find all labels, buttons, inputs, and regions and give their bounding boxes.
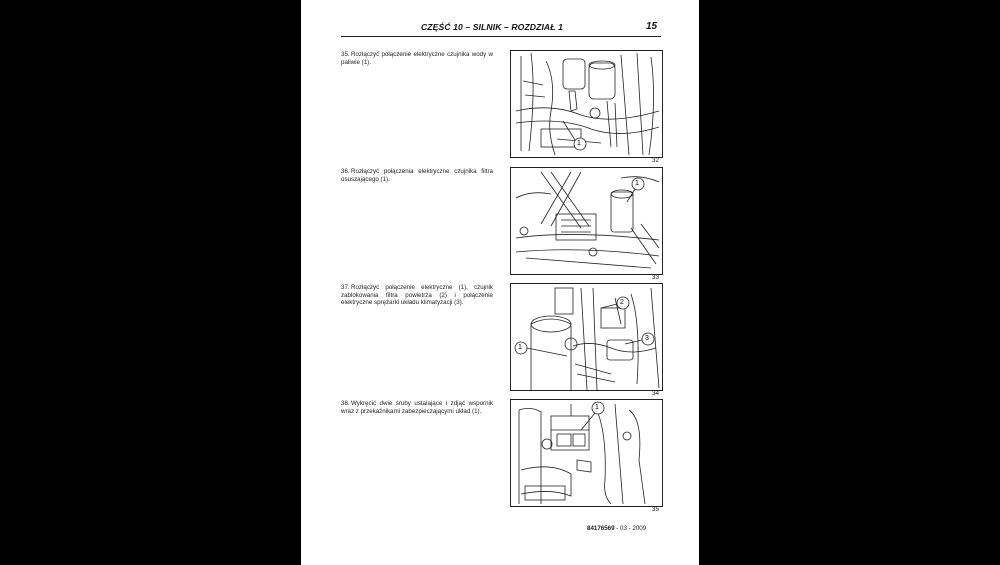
document-number: 84176569 xyxy=(587,525,615,532)
callout-2: 2 xyxy=(620,299,624,306)
step-number: 38. xyxy=(341,400,350,407)
header-rule xyxy=(341,36,661,37)
step-35 xyxy=(341,51,493,66)
figure-number: 35 xyxy=(652,506,660,513)
figure-33-engine-illustration xyxy=(510,167,663,275)
figure-32-engine-illustration xyxy=(510,50,663,158)
step-38 xyxy=(341,400,493,415)
page-header-title: CZĘŚĆ 10 – SILNIK – ROZDZIAŁ 1 xyxy=(421,22,563,32)
callout-1: 1 xyxy=(518,344,522,351)
page-number: 15 xyxy=(646,21,658,32)
figure-number: 34 xyxy=(652,390,660,397)
figure-number: 32 xyxy=(652,157,660,164)
figure-34-engine-illustration xyxy=(510,283,663,391)
step-text: Rozłączyć połączenie elektryczne czujnika wody w paliwie (1). xyxy=(341,51,493,66)
step-text: Rozłączyć połączenie elektryczne (1), czujnik zablokowania filtra powietrza (2) i połączenie elektryczne sprężarki układu klimatyzacji (3). xyxy=(341,284,493,307)
step-number: 37. xyxy=(341,284,350,291)
step-number: 36. xyxy=(341,168,350,175)
manual-page xyxy=(301,0,699,565)
step-text: Rozłączyć połączenia elektryczne czujnika filtra osuszającego (1). xyxy=(341,168,493,183)
step-number: 35. xyxy=(341,51,350,58)
callout-1: 1 xyxy=(595,404,599,411)
figure-35-engine-illustration xyxy=(510,399,663,507)
callout-1: 1 xyxy=(635,180,639,187)
step-37 xyxy=(341,284,493,307)
callout-1: 1 xyxy=(577,140,581,147)
page-footer xyxy=(587,525,646,532)
step-text: Wykręcić dwie śruby ustalające i zdjąć wspornik wraz z przekaźnikami zabezpieczającymi układ (1). xyxy=(341,400,493,415)
callout-3: 3 xyxy=(645,335,649,342)
figure-number: 33 xyxy=(652,274,660,281)
step-36 xyxy=(341,168,493,183)
document-date: - 03 - 2009 xyxy=(614,525,647,532)
